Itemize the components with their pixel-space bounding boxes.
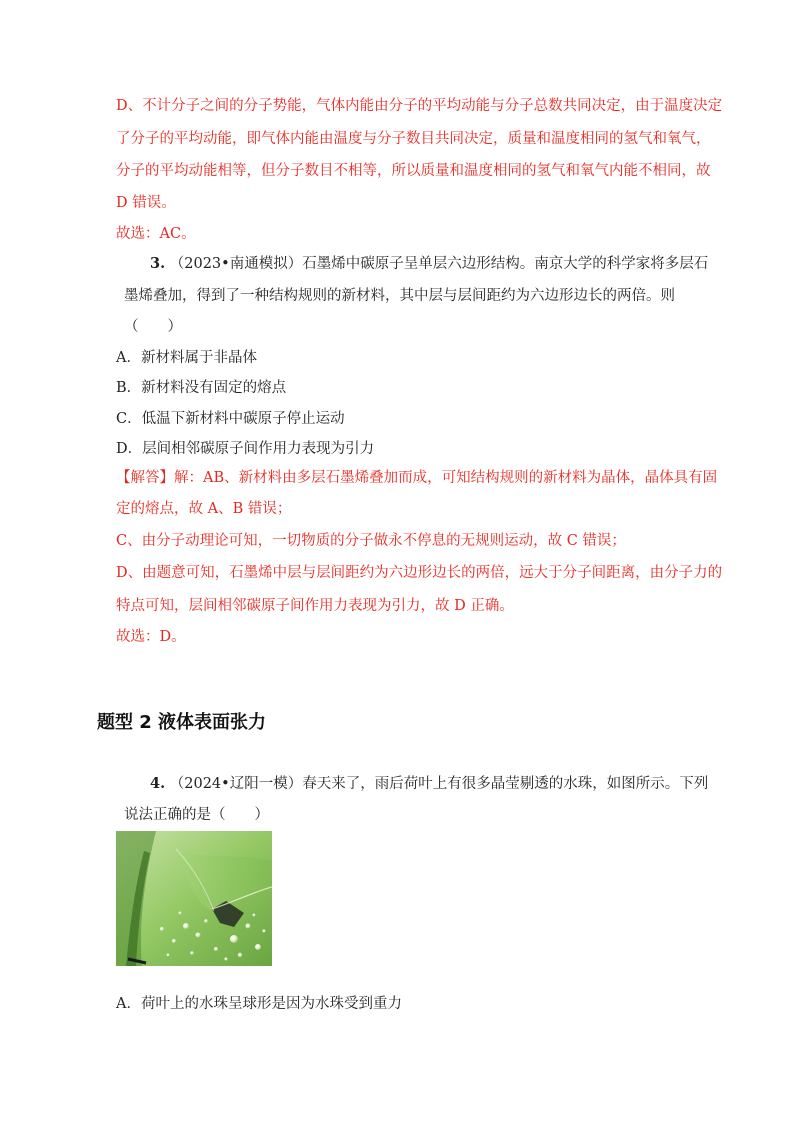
q3-stem-line-2: 墨烯叠加，得到了一种结构规则的新材料，其中层与层间距约为六边形边长的两倍。则 <box>124 288 675 304</box>
answer-d-line-2: 了分子的平均动能，即气体内能由温度与分子数目共同决定，质量和温度相同的氢气和氧气， <box>116 131 711 147</box>
q3-option-a: A．新材料属于非晶体 <box>116 350 257 366</box>
q3-stem-line-3: （ ） <box>124 319 182 335</box>
q3-option-d: D．层间相邻碳原子间作用力表现为引力 <box>116 441 375 457</box>
q4-option-a: A．荷叶上的水珠呈球形是因为水珠受到重力 <box>116 996 402 1012</box>
q3-answer-d-line-2: 特点可知，层间相邻碳原子间作用力表现为引力，故 D 正确。 <box>116 598 514 614</box>
q3-number: 3. <box>150 255 166 272</box>
answer-d-line-4: D 错误。 <box>116 195 176 211</box>
q3-option-c: C．低温下新材料中碳原子停止运动 <box>116 411 345 427</box>
answer-tag: 【解答】 <box>116 470 174 486</box>
lotus-leaf-water-droplets-photo <box>116 831 272 966</box>
q3-stem-line-1 <box>150 254 708 274</box>
q4-stem-line-1 <box>150 774 708 794</box>
q3-option-b: B．新材料没有固定的熔点 <box>116 380 287 396</box>
q4-stem-text-1: （2024•辽阳一模）春天来了，雨后荷叶上有很多晶莹剔透的水珠，如图所示。下列 <box>169 776 709 792</box>
q3-answer-c: C、由分子动理论可知，一切物质的分子做永不停息的无规则运动，故 C 错误； <box>116 533 626 549</box>
answer-choice-ac: 故选：AC。 <box>116 226 196 242</box>
q3-answer-choice: 故选：D。 <box>116 629 186 645</box>
q3-stem-text-1: （2023•南通模拟）石墨烯中碳原子呈单层六边形结构。南京大学的科学家将多层石 <box>169 256 709 272</box>
q3-answer-line-1 <box>116 468 717 488</box>
q3-answer-d-line-1: D、由题意可知，石墨烯中层与层间距约为六边形边长的两倍，远大于分子间距离，由分子力的 <box>116 565 723 581</box>
leaf-photo-icon <box>116 831 272 966</box>
q3-answer-text-1: 解：AB、新材料由多层石墨烯叠加而成，可知结构规则的新材料为晶体，晶体具有固 <box>174 470 718 486</box>
q3-answer-line-2: 定的熔点，故 A、B 错误； <box>116 501 292 517</box>
q4-number: 4. <box>150 775 166 792</box>
answer-d-line-1: D、不计分子之间的分子势能，气体内能由分子的平均动能与分子总数共同决定，由于温度决定 <box>116 98 723 114</box>
answer-d-line-3: 分子的平均动能相等，但分子数目不相等，所以质量和温度相同的氢气和氧气内能不相同，故 <box>116 163 711 179</box>
section-heading: 题型 2 液体表面张力 <box>97 712 267 733</box>
q4-stem-line-2: 说法正确的是（ ） <box>124 807 269 823</box>
